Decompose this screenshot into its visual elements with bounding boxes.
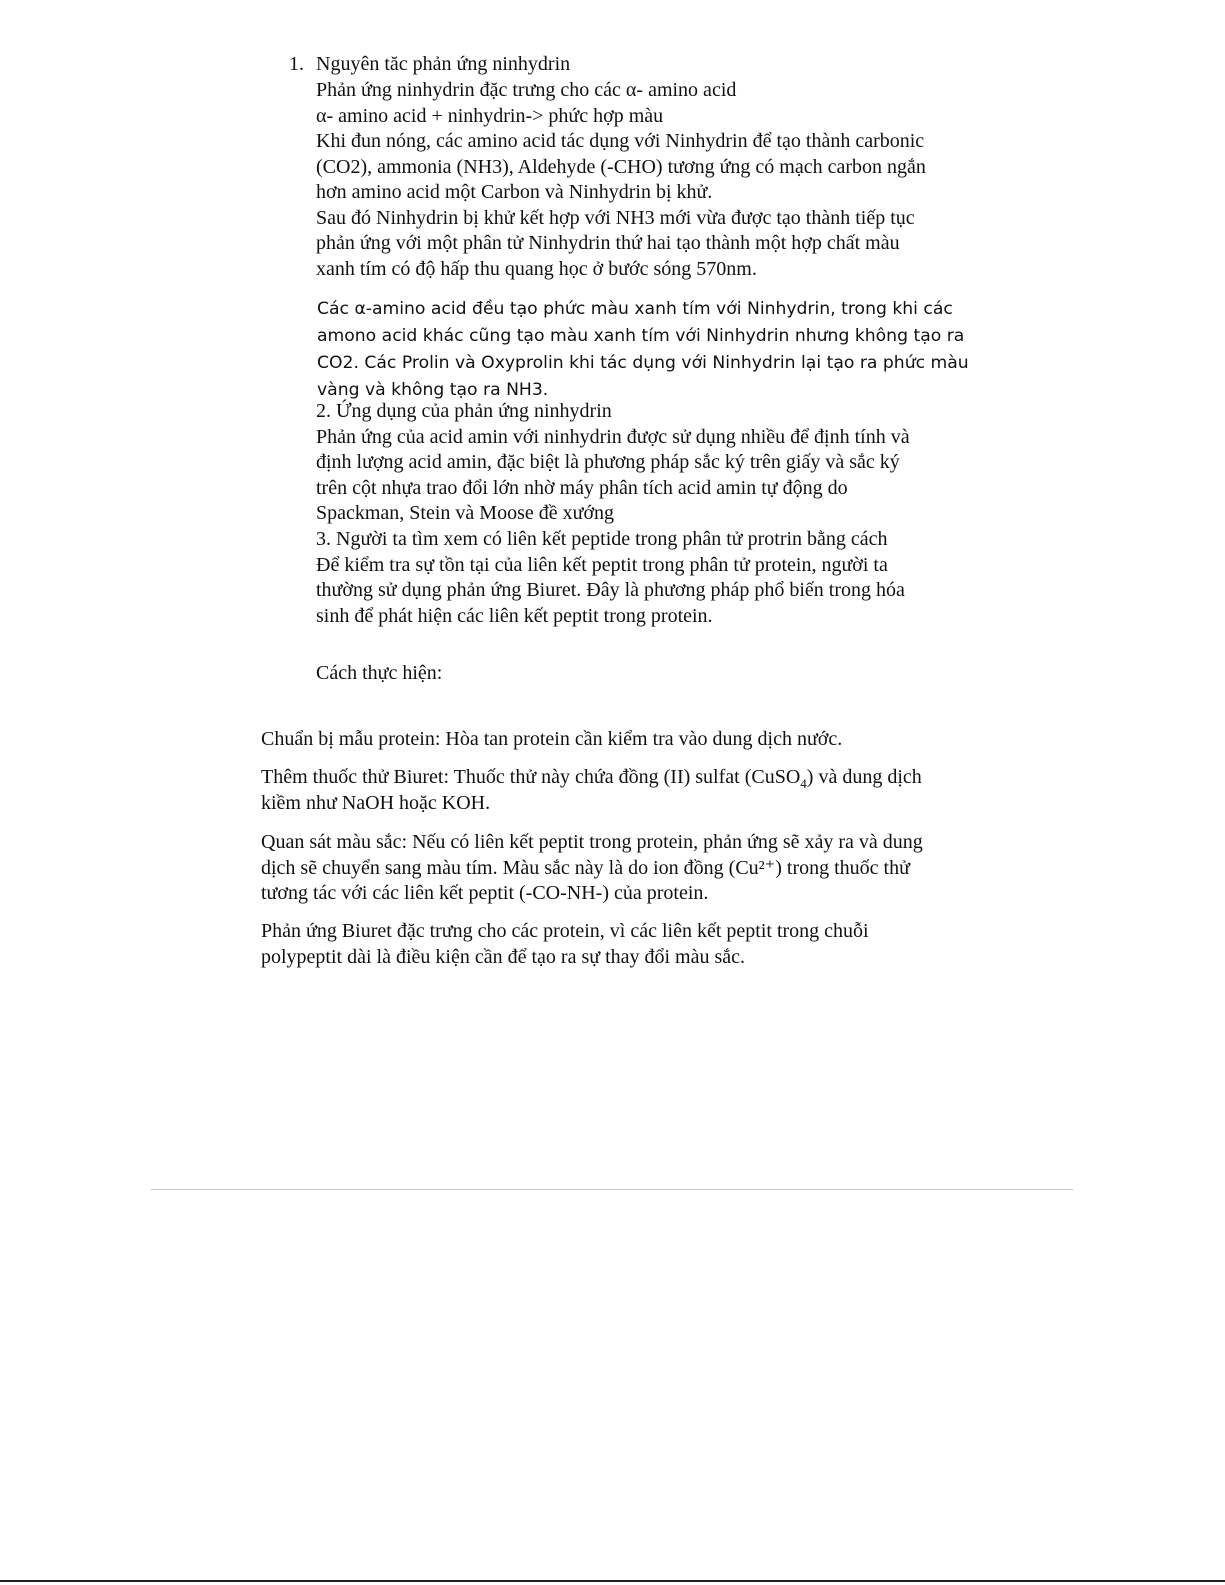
paragraph-line: Sau đó Ninhydrin bị khử kết hợp với NH3 mới vừa được tạo thành tiếp tục (316, 206, 915, 229)
step-reagent (261, 765, 922, 816)
paragraph-line: amono acid khác cũng tạo màu xanh tím với Ninhydrin nhưng không tạo ra (317, 326, 965, 346)
paragraph-line: (CO2), ammonia (NH3), Aldehyde (-CHO) tương ứng có mạch carbon ngắn (316, 155, 926, 178)
paragraph-line: định lượng acid amin, đặc biệt là phương pháp sắc ký trên giấy và sắc ký (316, 451, 900, 473)
section-1-number: 1. (289, 53, 304, 75)
step-prepare (261, 727, 842, 753)
paragraph-line: sinh để phát hiện các liên kết peptit trong protein. (316, 604, 713, 627)
paragraph-line: Spackman, Stein và Moose đề xướng (316, 502, 615, 524)
section-1-heading (289, 52, 570, 78)
method-label-text: Cách thực hiện: (316, 662, 443, 684)
paragraph-line: phản ứng với một phân tử Ninhydrin thứ hai tạo thành một hợp chất màu (316, 232, 900, 254)
reagent-subscript: 4 (800, 776, 807, 791)
paragraph-line: hơn amino acid một Carbon và Ninhydrin bị khử. (316, 181, 713, 203)
paragraph-line: thường sử dụng phản ứng Biuret. Đây là phương pháp phổ biến trong hóa (316, 579, 905, 601)
paragraph-line: polypeptit dài là điều kiện cần để tạo ra sự thay đổi màu sắc. (261, 945, 746, 968)
step-observe (261, 830, 923, 907)
section-1-sans-paragraph (317, 296, 969, 404)
paragraph-line: Quan sát màu sắc: Nếu có liên kết peptit trong protein, phản ứng sẽ xảy ra và dung (261, 831, 923, 853)
page-bottom-edge (0, 1580, 1225, 1582)
paragraph-line: CO2. Các Prolin và Oxyprolin khi tác dụng với Ninhydrin lại tạo ra phức màu (317, 353, 969, 373)
section-1-heading-text: Nguyên tăc phản ứng ninhydrin (316, 53, 571, 75)
paragraph-line: α- amino acid + ninhydrin-> phức hợp màu (316, 104, 664, 127)
section-3 (316, 527, 905, 629)
paragraph-line: trên cột nhựa trao đổi lớn nhờ máy phân tích acid amin tự động do (316, 476, 848, 499)
section-1 (289, 52, 570, 78)
section-2-heading: 2. Ứng dụng của phản ứng ninhydrin (316, 400, 612, 422)
paragraph-line: Chuẩn bị mẫu protein: Hòa tan protein cần kiểm tra vào dung dịch nước. (261, 728, 843, 750)
paragraph-line: Phản ứng ninhydrin đặc trưng cho các α- amino acid (316, 79, 737, 101)
paragraph-line: Các α-amino acid đều tạo phức màu xanh tím với Ninhydrin, trong khi các (317, 299, 953, 319)
paragraph-line: tương tác với các liên kết peptit (-CO-NH-) của protein. (261, 882, 709, 904)
paragraph-line (261, 765, 922, 791)
paragraph-line: vàng và không tạo ra NH3. (317, 380, 549, 400)
paragraph-line: xanh tím có độ hấp thu quang học ở bước sóng 570nm. (316, 257, 757, 280)
method-label (316, 661, 442, 687)
paragraph-line: Phản ứng Biuret đặc trưng cho các protein, vì các liên kết peptit trong chuỗi (261, 920, 869, 942)
paragraph-line: dịch sẽ chuyển sang màu tím. Màu sắc này là do ion đồng (Cu²⁺) trong thuốc thử (261, 856, 910, 879)
paragraph-line: kiềm như NaOH hoặc KOH. (261, 791, 491, 814)
reagent-text-b: ) và dung dịch (806, 766, 922, 788)
section-2 (316, 399, 910, 527)
conclusion (261, 919, 869, 970)
paragraph-line: Để kiểm tra sự tồn tại của liên kết peptit trong phân tử protein, người ta (316, 553, 888, 576)
reagent-text-a: Thêm thuốc thử Biuret: Thuốc thử này chứa đồng (II) sulfat (CuSO (261, 766, 801, 788)
paragraph-line: Khi đun nóng, các amino acid tác dụng với Ninhydrin để tạo thành carbonic (316, 130, 925, 152)
section-3-heading: 3. Người ta tìm xem có liên kết peptide trong phân tử protrin bằng cách (316, 528, 888, 550)
section-1-body (316, 78, 926, 282)
page-divider (151, 1189, 1073, 1190)
paragraph-line: Phản ứng của acid amin với ninhydrin được sử dụng nhiều để định tính và (316, 425, 910, 448)
